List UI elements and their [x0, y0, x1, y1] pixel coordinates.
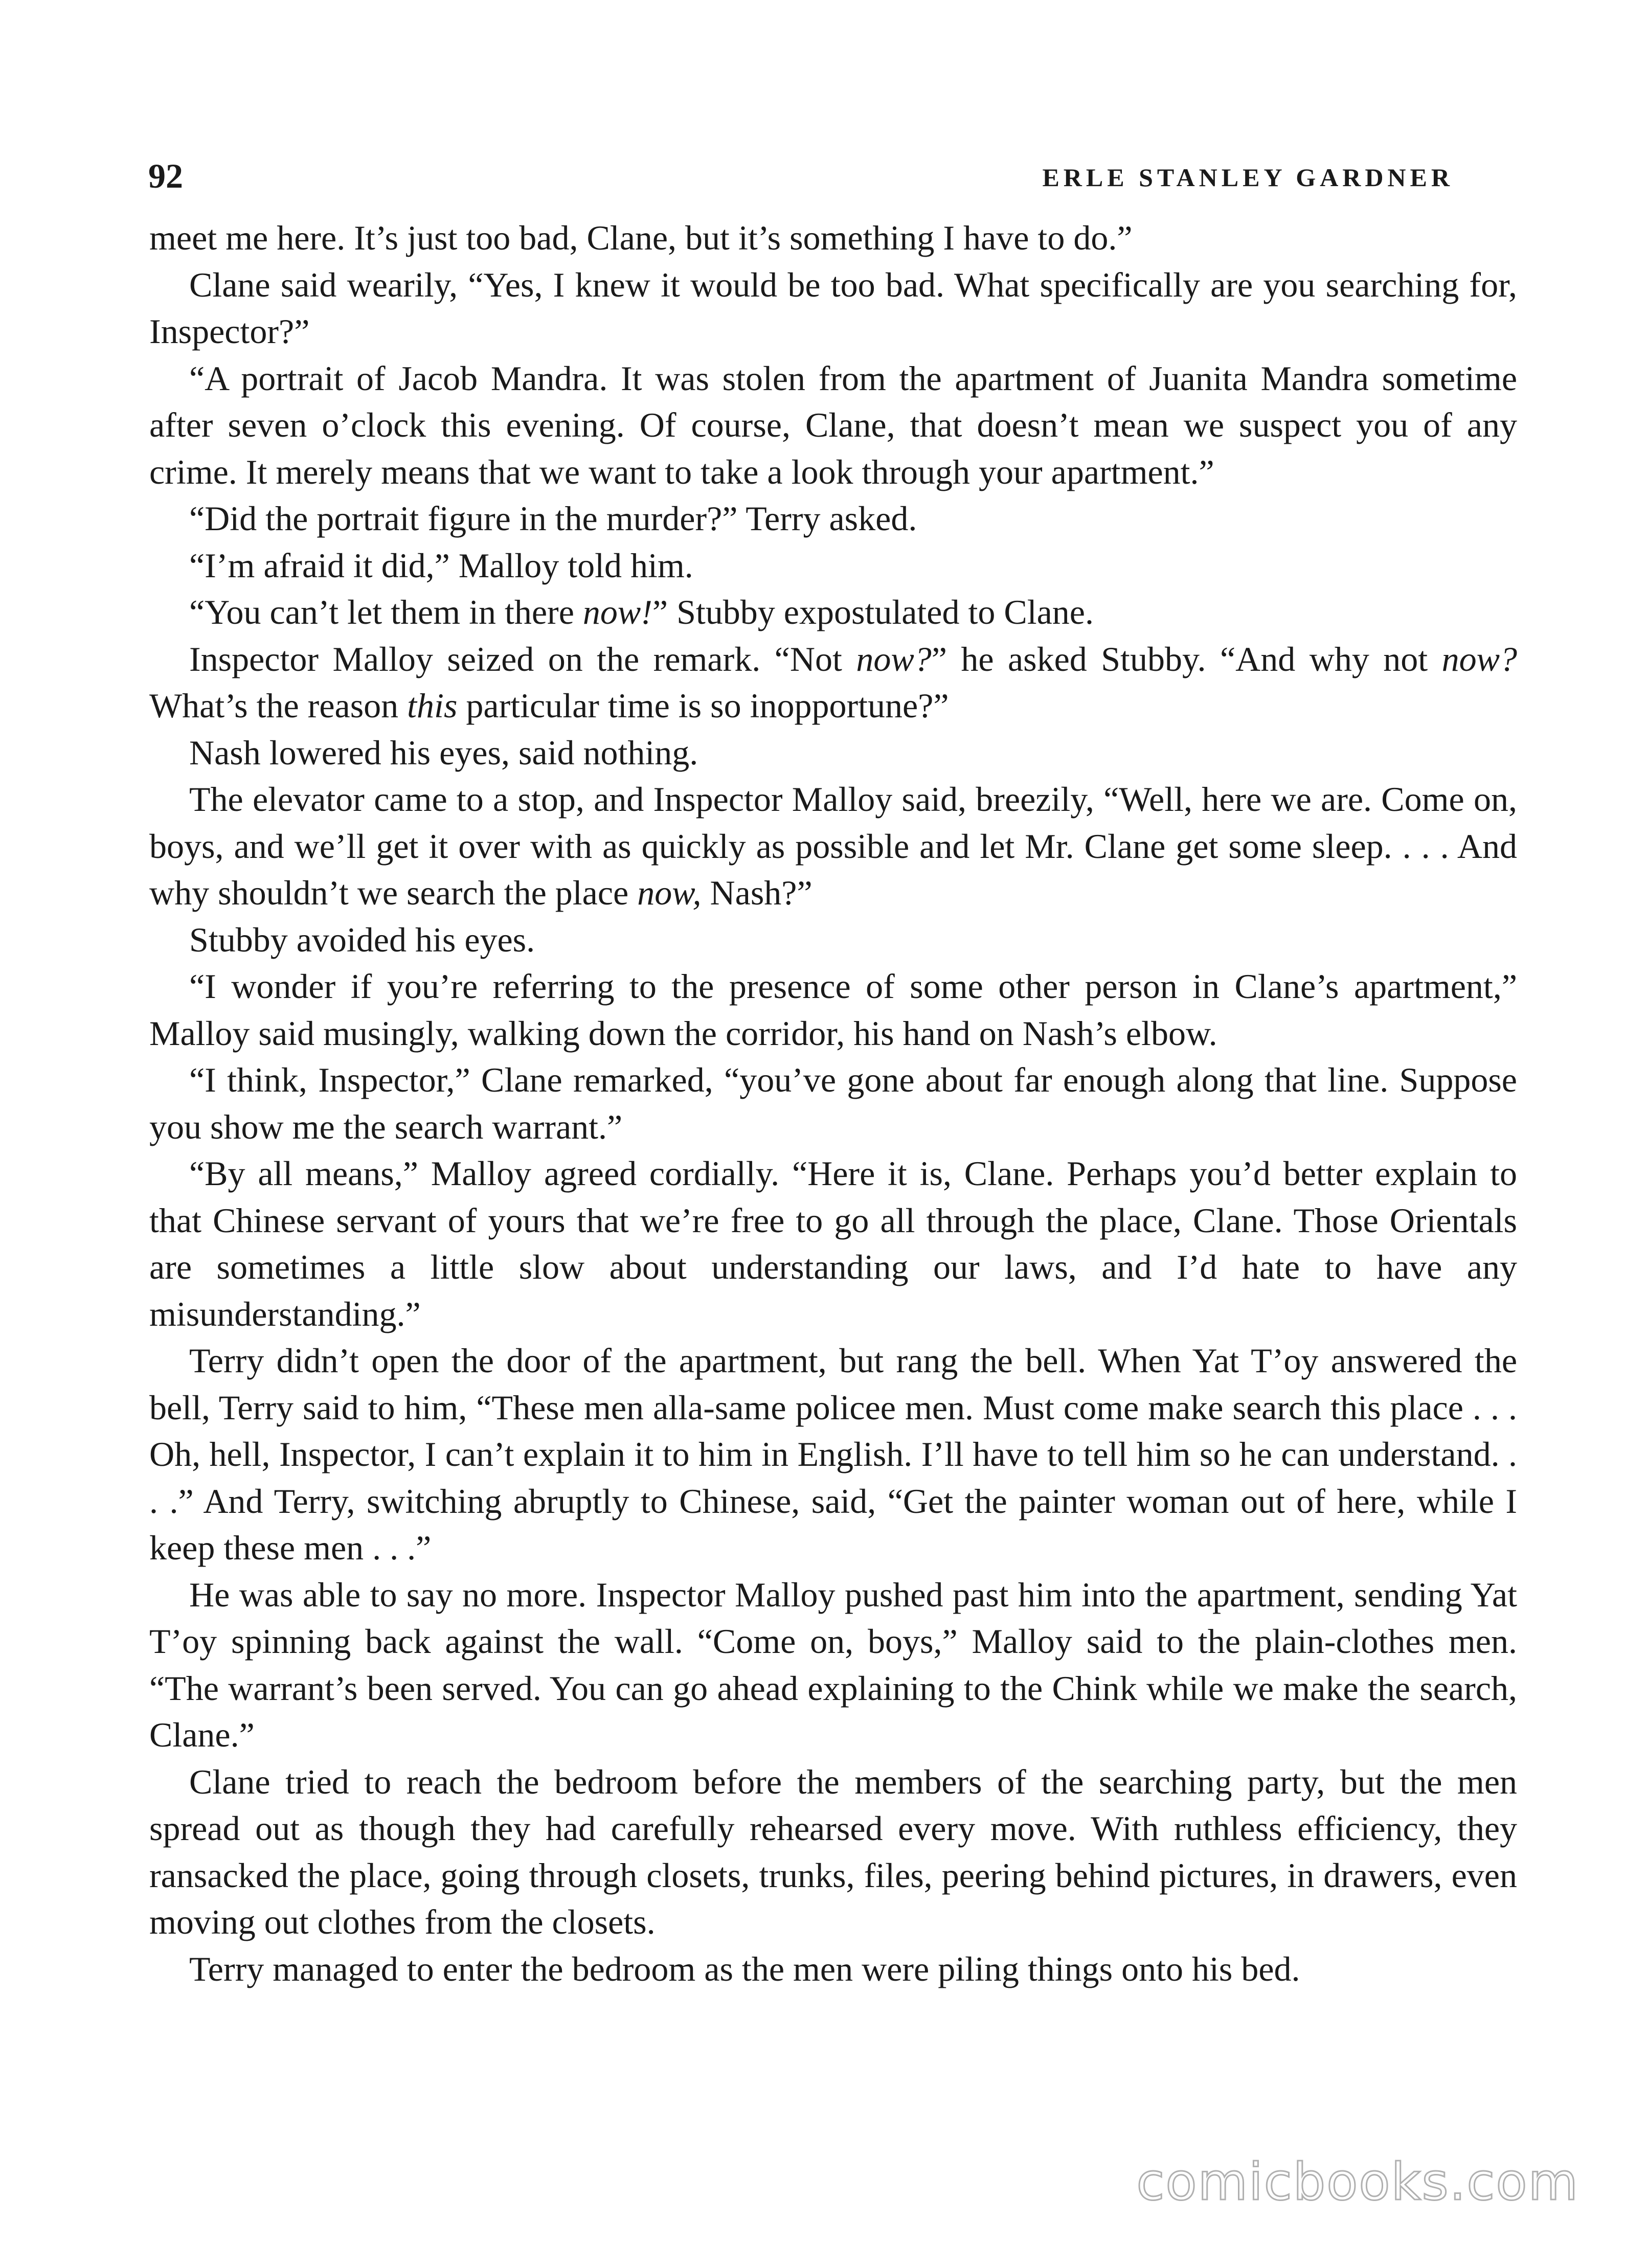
paragraph: “I wonder if you’re referring to the presence of some other person in Clane’s apartment,” Malloy said musingly, walking down the corridor, his hand on Nash’s elbow.	[149, 967, 1517, 1053]
paragraph: Nash lowered his eyes, said nothing.	[189, 733, 698, 772]
paragraph: meet me here. It’s just too bad, Clane, but it’s something I have to do.”	[149, 218, 1133, 257]
paragraph: Inspector Malloy seized on the remark. “Not now?” he asked Stubby. “And why not now? What’s the reason this particular time is so inopportune?”	[149, 639, 1517, 725]
paragraph: “By all means,” Malloy agreed cordially. “Here it is, Clane. Perhaps you’d better explain to that Chinese servant of yours that we’re free to go all through the place, Clane. Those Orientals are sometimes a little slow about understanding our laws, and I’d hate to have any misunderstanding.”	[149, 1154, 1517, 1333]
paragraph: Terry didn’t open the door of the apartment, but rang the bell. When Yat T’oy answered the bell, Terry said to him, “These men alla-same policee men. Must come make search this place . . . Oh, hell, Inspector, I can’t explain it to him in English. I’ll have to tell him so he can understand. . . .” And Terry, switching abruptly to Chinese, said, “Get the painter woman out of here, while I keep these men . . .”	[149, 1341, 1517, 1567]
paragraph: The elevator came to a stop, and Inspector Malloy said, breezily, “Well, here we are. Come on, boys, and we’ll get it over with as quickly as possible and let Mr. Clane get some sleep. . . . And why shouldn’t we search the place now, Nash?”	[149, 780, 1517, 912]
paragraph: Clane tried to reach the bedroom before the members of the searching party, but the men spread out as though they had carefully rehearsed every move. With ruthless efficiency, they ransacked the place, going through closets, trunks, files, peering behind pictures, in drawers, even moving out clothes from the closets.	[149, 1762, 1517, 1941]
paragraph: Clane said wearily, “Yes, I knew it would be too bad. What specifically are you searching for, Inspector?”	[149, 265, 1517, 351]
watermark: comicbooks.com	[1136, 2152, 1579, 2212]
running-head: ERLE STANLEY GARDNER	[1042, 163, 1454, 192]
paragraph: “I think, Inspector,” Clane remarked, “you’ve gone about far enough along that line. Suppose you show me the search warrant.”	[149, 1060, 1517, 1146]
paragraph: Stubby avoided his eyes.	[189, 920, 535, 959]
paragraph: He was able to say no more. Inspector Malloy pushed past him into the apartment, sending Yat T’oy spinning back against the wall. “Come on, boys,” Malloy said to the plain-clothes men. “The warrant’s been served. You can go ahead explaining to the Chink while we make the search, Clane.”	[149, 1575, 1517, 1754]
page-number: 92	[148, 156, 183, 195]
paragraph: “A portrait of Jacob Mandra. It was stolen from the apartment of Juanita Mandra sometime after seven o’clock this evening. Of course, Clane, that doesn’t mean we suspect you of any crime. It merely means that we want to take a look through your apartment.”	[149, 358, 1517, 491]
body-text	[149, 215, 1517, 1992]
paragraph: “Did the portrait figure in the murder?” Terry asked.	[189, 499, 917, 538]
paragraph: Terry managed to enter the bedroom as the men were piling things onto his bed.	[189, 1949, 1300, 1988]
paragraph: “I’m afraid it did,” Malloy told him.	[189, 546, 693, 585]
paragraph: “You can’t let them in there now!” Stubby expostulated to Clane.	[189, 593, 1094, 631]
